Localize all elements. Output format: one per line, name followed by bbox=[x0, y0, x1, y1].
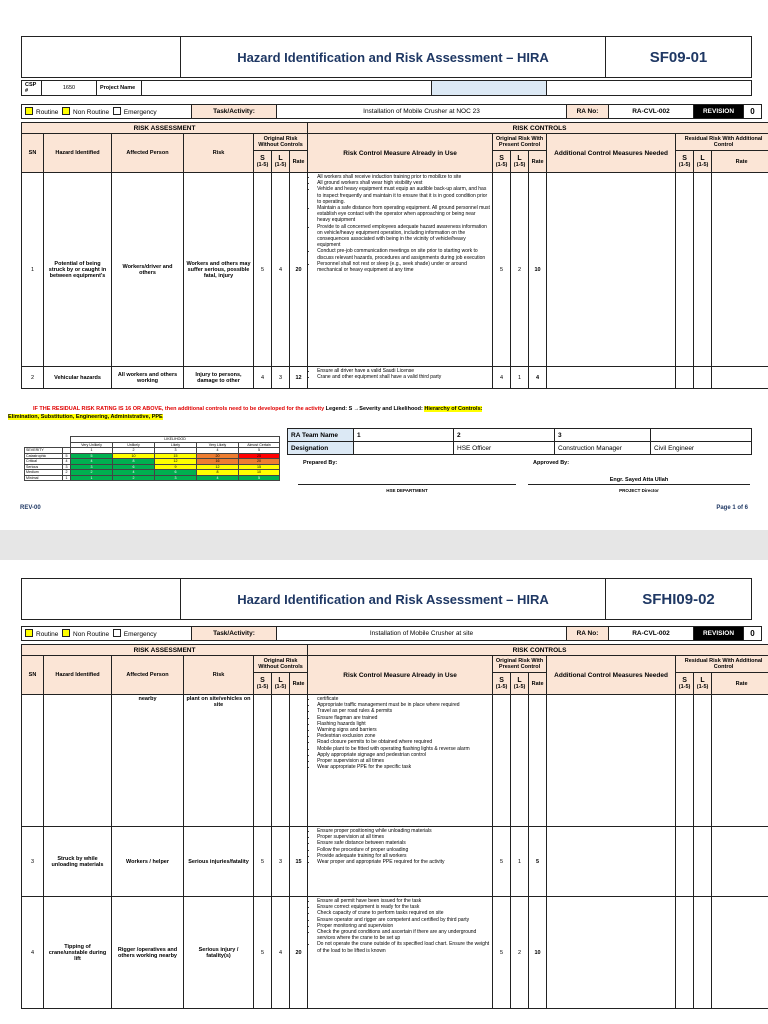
control-item: • Pedestrian exclusion zone bbox=[317, 733, 490, 739]
row-l bbox=[272, 695, 290, 827]
control-item: • Ensure correct equipment is ready for the task bbox=[317, 904, 490, 910]
control-item: • Check the ground conditions and ascertain if there are any underground services where the crane to be set up bbox=[317, 929, 490, 941]
row-s: 5 bbox=[254, 827, 272, 897]
row-controls bbox=[308, 695, 493, 827]
row-l: 4 bbox=[272, 173, 290, 367]
row-hazard: Tipping of crane/unstable during lift bbox=[44, 897, 112, 1009]
row-sn bbox=[22, 695, 44, 827]
col-original-with: Original Risk With Present Control bbox=[493, 656, 547, 673]
control-item: • Maintain a safe distance from operating equipment. All ground personnel must establish eye contact with the operator when approaching or being near heavy equipment bbox=[317, 205, 490, 224]
hierarchy-label: Hierarchy of Controls: bbox=[424, 406, 483, 412]
designation-1: HSE Officer bbox=[454, 442, 555, 455]
col-rrate: Rate bbox=[712, 673, 768, 695]
risk-table-2 bbox=[21, 644, 768, 1009]
revision-value: 0 bbox=[744, 627, 762, 641]
row-rl bbox=[694, 827, 712, 897]
control-item: • Apply appropriate signage and pedestrian control bbox=[317, 752, 490, 758]
table-row bbox=[22, 695, 768, 827]
row-rate: 15 bbox=[290, 827, 308, 897]
control-item: • Wear appropriate PPE for the specific task bbox=[317, 764, 490, 770]
col-prate: Rate bbox=[529, 151, 547, 173]
row-s: 4 bbox=[254, 367, 272, 389]
col-measure: Risk Control Measure Already in Use bbox=[308, 134, 493, 173]
row-risk: Workers and others may suffer serious, possible fatal, injury bbox=[184, 173, 254, 367]
csp-value: 1650 bbox=[42, 81, 97, 96]
col-affected: Affected Person bbox=[112, 134, 184, 173]
hierarchy-list: Elimination, Substitution, Engineering, Administrative, PPE bbox=[8, 414, 163, 420]
likelihood-col: Likely bbox=[155, 442, 197, 448]
control-item: • Travel as per road rules & permits bbox=[317, 708, 490, 714]
row-risk: Injury to persons, damage to other bbox=[184, 367, 254, 389]
row-ps: 5 bbox=[493, 827, 511, 897]
row-rrate bbox=[712, 367, 768, 389]
matrix-cell: 10 bbox=[239, 470, 280, 476]
row-controls bbox=[308, 827, 493, 897]
routine-label: Routine bbox=[36, 109, 59, 116]
row-rs bbox=[676, 827, 694, 897]
severity-num: 3 bbox=[63, 464, 71, 470]
likelihood-num: 2 bbox=[113, 448, 155, 454]
matrix-cell: 10 bbox=[113, 453, 155, 459]
table-row bbox=[22, 367, 768, 389]
document-code: SF09-01 bbox=[606, 37, 752, 78]
row-hazard: Struck by while unloading materials bbox=[44, 827, 112, 897]
approved-by-label: Approved By: bbox=[533, 460, 570, 466]
row-additional bbox=[547, 827, 676, 897]
row-rl bbox=[694, 367, 712, 389]
row-additional bbox=[547, 367, 676, 389]
row-additional bbox=[547, 897, 676, 1009]
row-s: 5 bbox=[254, 897, 272, 1009]
row-pl: 1 bbox=[511, 827, 529, 897]
designation-label: Designation bbox=[288, 442, 354, 455]
emergency-label: Emergency bbox=[123, 631, 157, 638]
row-affected: Rigger /operatives and others working nearby bbox=[112, 897, 184, 1009]
row-controls bbox=[308, 173, 493, 367]
row-rrate bbox=[712, 827, 768, 897]
prepared-by-label: Prepared By: bbox=[303, 460, 338, 466]
row-hazard: Vehicular hazards bbox=[44, 367, 112, 389]
row-pl: 2 bbox=[511, 897, 529, 1009]
row-prate: 4 bbox=[529, 367, 547, 389]
col-residual: Residual Risk With Additional Control bbox=[676, 656, 768, 673]
matrix-cell: 5 bbox=[239, 475, 280, 481]
row-ps: 5 bbox=[493, 173, 511, 367]
controls-list bbox=[310, 828, 490, 865]
control-item: • Proper monitoring and supervision bbox=[317, 923, 490, 929]
row-s: 5 bbox=[254, 173, 272, 367]
designation-blank bbox=[354, 442, 454, 455]
control-item: • Flashing hazards light bbox=[317, 721, 490, 727]
logo-cell bbox=[22, 37, 181, 78]
matrix-cell: 6 bbox=[113, 464, 155, 470]
emergency-label: Emergency bbox=[123, 109, 157, 116]
row-rs bbox=[676, 695, 694, 827]
matrix-cell: 4 bbox=[113, 470, 155, 476]
row-ps bbox=[493, 695, 511, 827]
col-rate: Rate bbox=[290, 151, 308, 173]
likelihood-col: Very Unlikely bbox=[71, 442, 113, 448]
likelihood-num: 1 bbox=[71, 448, 113, 454]
approver-title: PROJECT Director bbox=[619, 488, 659, 493]
task-info-row bbox=[21, 626, 762, 641]
row-rs bbox=[676, 173, 694, 367]
project-name-label: Project Name bbox=[97, 81, 142, 96]
ra-team-table bbox=[287, 428, 752, 455]
non-routine-label: Non Routine bbox=[73, 109, 110, 116]
severity-label: SEVERITY bbox=[25, 448, 63, 454]
matrix-cell: 1 bbox=[71, 475, 113, 481]
non-routine-checkbox bbox=[62, 629, 70, 637]
col-original-with: Original Risk With Present Control bbox=[493, 134, 547, 151]
csp-label: CSP # bbox=[22, 81, 42, 96]
team-member-1: 1 bbox=[354, 429, 454, 442]
likelihood-num: 5 bbox=[239, 448, 280, 454]
document-code: SFHI09-02 bbox=[606, 579, 752, 620]
col-rl: L (1-5) bbox=[694, 151, 712, 173]
ra-team-label: RA Team Name bbox=[288, 429, 354, 442]
warning-text: IF THE RESIDUAL RISK RATING IS 16 OR ABOVE, then additional controls need to be developed for the activity bbox=[33, 406, 325, 412]
row-controls bbox=[308, 897, 493, 1009]
col-affected: Affected Person bbox=[112, 656, 184, 695]
col-rl: L (1-5) bbox=[694, 673, 712, 695]
severity-num: 5 bbox=[63, 453, 71, 459]
row-rate: 20 bbox=[290, 173, 308, 367]
routine-label: Routine bbox=[36, 631, 59, 638]
row-pl: 2 bbox=[511, 173, 529, 367]
row-risk: Serious injuries/fatality bbox=[184, 827, 254, 897]
col-s: S (1-5) bbox=[254, 151, 272, 173]
controls-list bbox=[310, 368, 490, 380]
row-rrate bbox=[712, 695, 768, 827]
col-sn: SN bbox=[22, 134, 44, 173]
document-page-2 bbox=[0, 560, 768, 1024]
severity-name: Serious bbox=[25, 464, 63, 470]
severity-num: 2 bbox=[63, 470, 71, 476]
prepared-signature-line bbox=[298, 484, 516, 485]
designation-2: Construction Manager bbox=[555, 442, 651, 455]
matrix-cell: 4 bbox=[71, 459, 113, 465]
hse-department: HSE DEPARTMENT bbox=[386, 488, 428, 493]
row-hazard: Potential of being struck by or caught in between equipment's bbox=[44, 173, 112, 367]
row-affected: All workers and others working bbox=[112, 367, 184, 389]
routine-checkbox bbox=[25, 629, 33, 637]
likelihood-num: 4 bbox=[197, 448, 239, 454]
control-item: • Proper supervision at all times bbox=[317, 834, 490, 840]
row-hazard bbox=[44, 695, 112, 827]
severity-name: Critical bbox=[25, 459, 63, 465]
control-item: • All ground workers shall wear high visibility vest bbox=[317, 180, 490, 186]
risk-assessment-header: RISK ASSESSMENT bbox=[22, 645, 308, 656]
control-item: • Ensure flagman are trained bbox=[317, 715, 490, 721]
control-item: • Conduct pre-job communication meetings on site prior to starting work to discuss relevant hazards, procedures and assignments during job execution bbox=[317, 248, 490, 260]
routine-checkbox bbox=[25, 107, 33, 115]
severity-name: Medium bbox=[25, 470, 63, 476]
task-label: Task/Activity: bbox=[192, 105, 277, 119]
row-rate: 20 bbox=[290, 897, 308, 1009]
row-ps: 4 bbox=[493, 367, 511, 389]
col-l: L (1-5) bbox=[272, 151, 290, 173]
severity-num: 4 bbox=[63, 459, 71, 465]
matrix-cell: 20 bbox=[197, 453, 239, 459]
row-l: 3 bbox=[272, 827, 290, 897]
control-item: • Appropriate traffic management must be in place where required bbox=[317, 702, 490, 708]
row-risk: plant on site/vehicles on site bbox=[184, 695, 254, 827]
row-rs bbox=[676, 897, 694, 1009]
control-item: • Ensure safe distance between materials bbox=[317, 840, 490, 846]
col-rate: Rate bbox=[290, 673, 308, 695]
page-header bbox=[21, 578, 752, 620]
controls-list bbox=[310, 174, 490, 273]
revision-value: 0 bbox=[744, 105, 762, 119]
matrix-cell: 9 bbox=[155, 464, 197, 470]
control-item: • Ensure all permit have been issued for the task bbox=[317, 898, 490, 904]
task-value: Installation of Mobile Crusher at NOC 23 bbox=[277, 105, 567, 119]
matrix-cell: 5 bbox=[71, 453, 113, 459]
matrix-cell: 2 bbox=[113, 475, 155, 481]
risk-controls-header: RISK CONTROLS bbox=[308, 645, 768, 656]
row-additional bbox=[547, 695, 676, 827]
matrix-cell: 2 bbox=[71, 470, 113, 476]
matrix-cell: 3 bbox=[155, 475, 197, 481]
row-affected: Workers / helper bbox=[112, 827, 184, 897]
control-item: • All workers shall receive induction training prior to mobilize to site bbox=[317, 174, 490, 180]
activity-type-cell bbox=[22, 105, 192, 119]
task-info-row bbox=[21, 104, 762, 119]
control-item: • Ensure all driver have a valid Saudi License bbox=[317, 368, 490, 374]
control-item: • Vehicle and heavy equipment must equip an audible back-up alarm, and has to inspect frequently and maintain it to ensure that it is in good condition prior to operating. bbox=[317, 186, 490, 205]
likelihood-col: Unlikely bbox=[113, 442, 155, 448]
table-row bbox=[22, 897, 768, 1009]
ra-no-label: RA No: bbox=[567, 627, 609, 641]
severity-name: Minimal bbox=[25, 475, 63, 481]
col-sn: SN bbox=[22, 656, 44, 695]
approver-name: Engr. Sayed Atta Ullah bbox=[609, 477, 669, 483]
team-member-3: 3 bbox=[555, 429, 651, 442]
col-s: S (1-5) bbox=[254, 673, 272, 695]
col-additional: Additional Control Measures Needed bbox=[547, 134, 676, 173]
likelihood-col: Very Likely bbox=[197, 442, 239, 448]
emergency-checkbox bbox=[113, 629, 121, 637]
severity-name: Catastrophic bbox=[25, 453, 63, 459]
row-sn: 1 bbox=[22, 173, 44, 367]
non-routine-checkbox bbox=[62, 107, 70, 115]
row-rl bbox=[694, 695, 712, 827]
activity-type-cell bbox=[22, 627, 192, 641]
designation-3: Civil Engineer bbox=[651, 442, 752, 455]
ra-no-value: RA-CVL-002 bbox=[609, 627, 694, 641]
legend-text: Legend: S →Severity and Likelihood: bbox=[325, 406, 423, 412]
risk-matrix bbox=[24, 436, 280, 481]
risk-controls-header: RISK CONTROLS bbox=[308, 123, 768, 134]
col-prate: Rate bbox=[529, 673, 547, 695]
row-affected: Workers/driver and others bbox=[112, 173, 184, 367]
revision-label: REVISION bbox=[694, 627, 744, 641]
matrix-cell: 12 bbox=[197, 464, 239, 470]
control-item: • Ensure proper positioning while unloading materials bbox=[317, 828, 490, 834]
team-member-blank bbox=[651, 429, 752, 442]
matrix-cell: 15 bbox=[155, 453, 197, 459]
approved-signature-line bbox=[528, 484, 750, 485]
col-l: L (1-5) bbox=[272, 673, 290, 695]
col-risk: Risk bbox=[184, 134, 254, 173]
row-rl bbox=[694, 173, 712, 367]
col-hazard: Hazard Identified bbox=[44, 134, 112, 173]
control-item: • Provide adequate training for all workers bbox=[317, 853, 490, 859]
control-item: • Proper supervision at all times bbox=[317, 758, 490, 764]
control-item: • Road closure permits to be obtained where required bbox=[317, 739, 490, 745]
row-controls bbox=[308, 367, 493, 389]
row-risk: Serious injury / fatality(s) bbox=[184, 897, 254, 1009]
col-measure: Risk Control Measure Already in Use bbox=[308, 656, 493, 695]
matrix-cell: 8 bbox=[197, 470, 239, 476]
row-sn: 3 bbox=[22, 827, 44, 897]
risk-table-1 bbox=[21, 122, 768, 389]
col-rs: S (1-5) bbox=[676, 151, 694, 173]
control-item: • Personnel shall not rest or sleep (e.g., seek shade) under or around mechanical or heavy equipment at any time bbox=[317, 261, 490, 273]
col-original-without: Original Risk Without Controls bbox=[254, 134, 308, 151]
row-rate: 12 bbox=[290, 367, 308, 389]
revision-label: REVISION bbox=[694, 105, 744, 119]
col-additional: Additional Control Measures Needed bbox=[547, 656, 676, 695]
col-pl: L (1-5) bbox=[511, 151, 529, 173]
row-prate bbox=[529, 695, 547, 827]
row-prate: 5 bbox=[529, 827, 547, 897]
team-member-2: 2 bbox=[454, 429, 555, 442]
matrix-cell: 16 bbox=[197, 459, 239, 465]
matrix-cell: 25 bbox=[239, 453, 280, 459]
task-value: Installation of Mobile Crusher at site bbox=[277, 627, 567, 641]
row-sn: 2 bbox=[22, 367, 44, 389]
col-rrate: Rate bbox=[712, 151, 768, 173]
col-pl: L (1-5) bbox=[511, 673, 529, 695]
row-pl bbox=[511, 695, 529, 827]
col-hazard: Hazard Identified bbox=[44, 656, 112, 695]
row-affected: nearby bbox=[112, 695, 184, 827]
non-routine-label: Non Routine bbox=[73, 631, 110, 638]
control-item: • Check capacity of crane to perform tasks required on site bbox=[317, 910, 490, 916]
control-item: • Ensure operator and rigger are competent and certified by third party bbox=[317, 917, 490, 923]
ra-no-label: RA No: bbox=[567, 105, 609, 119]
matrix-cell: 15 bbox=[239, 464, 280, 470]
table-row bbox=[22, 173, 768, 367]
severity-num: 1 bbox=[63, 475, 71, 481]
revision-footer: REV-00 bbox=[20, 505, 41, 511]
row-rrate bbox=[712, 897, 768, 1009]
row-rate bbox=[290, 695, 308, 827]
matrix-cell: 6 bbox=[155, 470, 197, 476]
matrix-cell: 20 bbox=[239, 459, 280, 465]
control-item: • certificate bbox=[317, 696, 490, 702]
col-ps: S (1-5) bbox=[493, 673, 511, 695]
matrix-row bbox=[25, 475, 280, 481]
matrix-cell: 3 bbox=[71, 464, 113, 470]
risk-assessment-header: RISK ASSESSMENT bbox=[22, 123, 308, 134]
control-item: • Warning signs and barriers bbox=[317, 727, 490, 733]
page-header bbox=[21, 36, 752, 78]
row-prate: 10 bbox=[529, 173, 547, 367]
control-item: • Do not operate the crane outside of its specified load chart. Ensure the weight of the load to be lifted is known bbox=[317, 941, 490, 953]
logo-cell bbox=[22, 579, 181, 620]
row-rl bbox=[694, 897, 712, 1009]
control-item: • Mobile plant to be fitted with operating flashing lights & reverse alarm bbox=[317, 746, 490, 752]
row-additional bbox=[547, 173, 676, 367]
col-ps: S (1-5) bbox=[493, 151, 511, 173]
project-row bbox=[21, 80, 752, 96]
row-rs bbox=[676, 367, 694, 389]
control-item: • Wear proper and appropriate PPE required for the activity bbox=[317, 859, 490, 865]
col-residual: Residual Risk With Additional Control bbox=[676, 134, 768, 151]
row-rrate bbox=[712, 173, 768, 367]
task-label: Task/Activity: bbox=[192, 627, 277, 641]
project-blank bbox=[547, 81, 752, 96]
row-s bbox=[254, 695, 272, 827]
residual-risk-note bbox=[8, 405, 760, 421]
row-sn: 4 bbox=[22, 897, 44, 1009]
project-extra-field bbox=[432, 81, 547, 96]
project-name-value bbox=[142, 81, 432, 96]
page-title: Hazard Identification and Risk Assessment – HIRA bbox=[181, 37, 606, 78]
likelihood-label: LIKELIHOOD bbox=[71, 437, 280, 443]
row-ps: 5 bbox=[493, 897, 511, 1009]
control-item: • Crane and other equipment shall have a valid third party bbox=[317, 374, 490, 380]
matrix-cell: 8 bbox=[113, 459, 155, 465]
col-original-without: Original Risk Without Controls bbox=[254, 656, 308, 673]
likelihood-num: 3 bbox=[155, 448, 197, 454]
control-item: • Provide to all concerned employees adequate hazard awareness information on vehicle/heavy equipment operation, including information on the consequences associated with being in the vicinity of vehicle/heavy equipment bbox=[317, 224, 490, 249]
control-item: • Follow the procedure of proper unloading bbox=[317, 847, 490, 853]
matrix-cell: 12 bbox=[155, 459, 197, 465]
controls-list bbox=[310, 898, 490, 954]
page-number: Page 1 of 6 bbox=[716, 505, 748, 511]
controls-list bbox=[310, 696, 490, 770]
likelihood-col: Almost Certain bbox=[239, 442, 280, 448]
ra-no-value: RA-CVL-002 bbox=[609, 105, 694, 119]
table-row bbox=[22, 827, 768, 897]
page-title: Hazard Identification and Risk Assessment – HIRA bbox=[181, 579, 606, 620]
matrix-cell: 4 bbox=[197, 475, 239, 481]
row-prate: 10 bbox=[529, 897, 547, 1009]
col-rs: S (1-5) bbox=[676, 673, 694, 695]
row-l: 3 bbox=[272, 367, 290, 389]
row-pl: 1 bbox=[511, 367, 529, 389]
col-risk: Risk bbox=[184, 656, 254, 695]
row-l: 4 bbox=[272, 897, 290, 1009]
emergency-checkbox bbox=[113, 107, 121, 115]
